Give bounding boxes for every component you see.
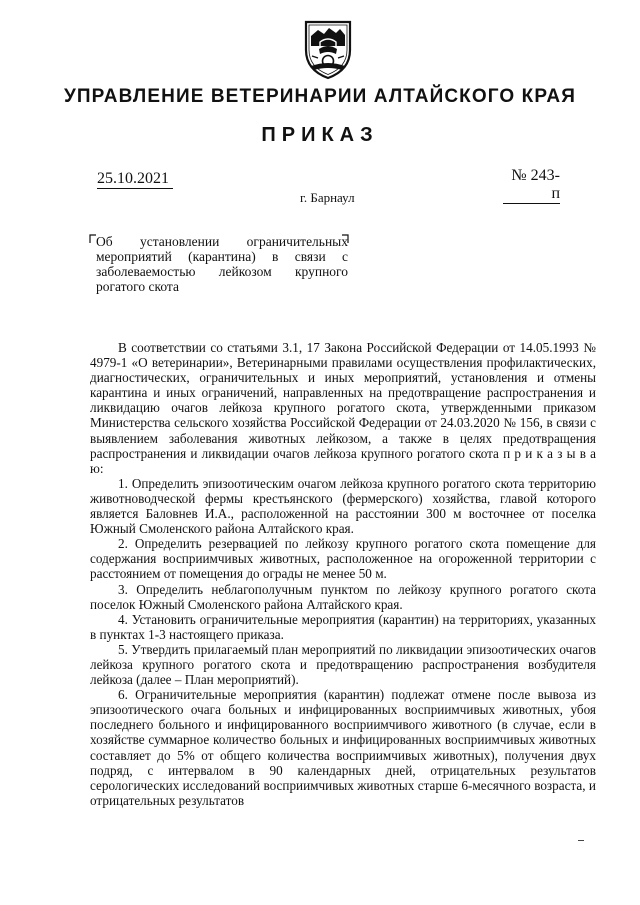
order-item: 3. Определить неблагополучным пунктом по лейкозу крупного рогатого скота поселок Южный Смоленского района Алтайского края.: [90, 581, 596, 612]
page-continuation-mark: [578, 840, 584, 841]
altai-krai-coat-of-arms-icon: [298, 16, 358, 80]
city: г. Барнаул: [300, 190, 355, 205]
order-item: 2. Определить резервацией по лейкозу крупного рогатого скота помещение для содержания восприимчивых животных, расположенное на огороженной территории с расстоянием от помещения до ограды не менее 50 м.: [90, 536, 596, 582]
preamble-paragraph: В соответствии со статьями 3.1, 17 Закона Российской Федерации от 14.05.1993 № 4979-1 «О ветеринарии», Ветеринарными правилами осуществления профилактических, диагностических, ограничительных и иных мероприятий, установления и отмены карантина и иных ограничений, направленных на предотвращение распространения и ликвидацию очагов лейкоза крупного рогатого скота, утвержденными приказом Министерства сельского хозяйства Российской Федерации от 24.03.2020 № 156, в связи с выявлением заболевания животных лейкозом, а также в целях предотвращения распространения и ликвидации очагов лейкоза крупного рогатого скота п р и к а з ы в а ю:: [90, 340, 596, 476]
order-item: 1. Определить эпизоотическим очагом лейкоза крупного рогатого скота территорию животноводческой фермы крестьянского (фермерского) хозяйства, главой которого является Баловнев И.А., расположенной на расстоянии 300 м восточнее от поселка Южный Смоленского района Алтайского края.: [90, 475, 596, 537]
order-body: [90, 340, 596, 808]
order-subject: Об установлении ограничительных мероприятий (карантина) в связи с заболеваемостью лейкозом крупного рогатого скота: [96, 234, 348, 294]
order-item: 6. Ограничительные мероприятия (карантин) подлежат отмене после вывоза из эпизоотического очага больных и инфицированных восприимчивых животных, убоя последнего больного и инфицированного восприимчивого животного (в случае, если в хозяйстве суммарное количество больных и инфицированных восприимчивых животных составляет до 5% от общего количества восприимчивых животных), получения двух подряд, с интервалом в 90 календарных дней, отрицательных результатов серологических исследований восприимчивых животных старше 6-месячного возраста, и отрицательных результатов: [90, 687, 596, 808]
order-date: 25.10.2021: [97, 170, 173, 189]
order-item: 4. Установить ограничительные мероприятия (карантин) на территориях, указанных в пунктах 1-3 настоящего приказа.: [90, 611, 596, 642]
order-item: 5. Утвердить прилагаемый план мероприятий по ликвидации эпизоотических очагов лейкоза крупного рогатого скота и предотвращению распространения возбудителя лейкоза (далее – План мероприятий).: [90, 641, 596, 688]
organization-name: УПРАВЛЕНИЕ ВЕТЕРИНАРИИ АЛТАЙСКОГО КРАЯ: [63, 86, 576, 107]
document-type: ПРИКАЗ: [261, 124, 379, 146]
order-number: № 243-п: [503, 167, 560, 204]
